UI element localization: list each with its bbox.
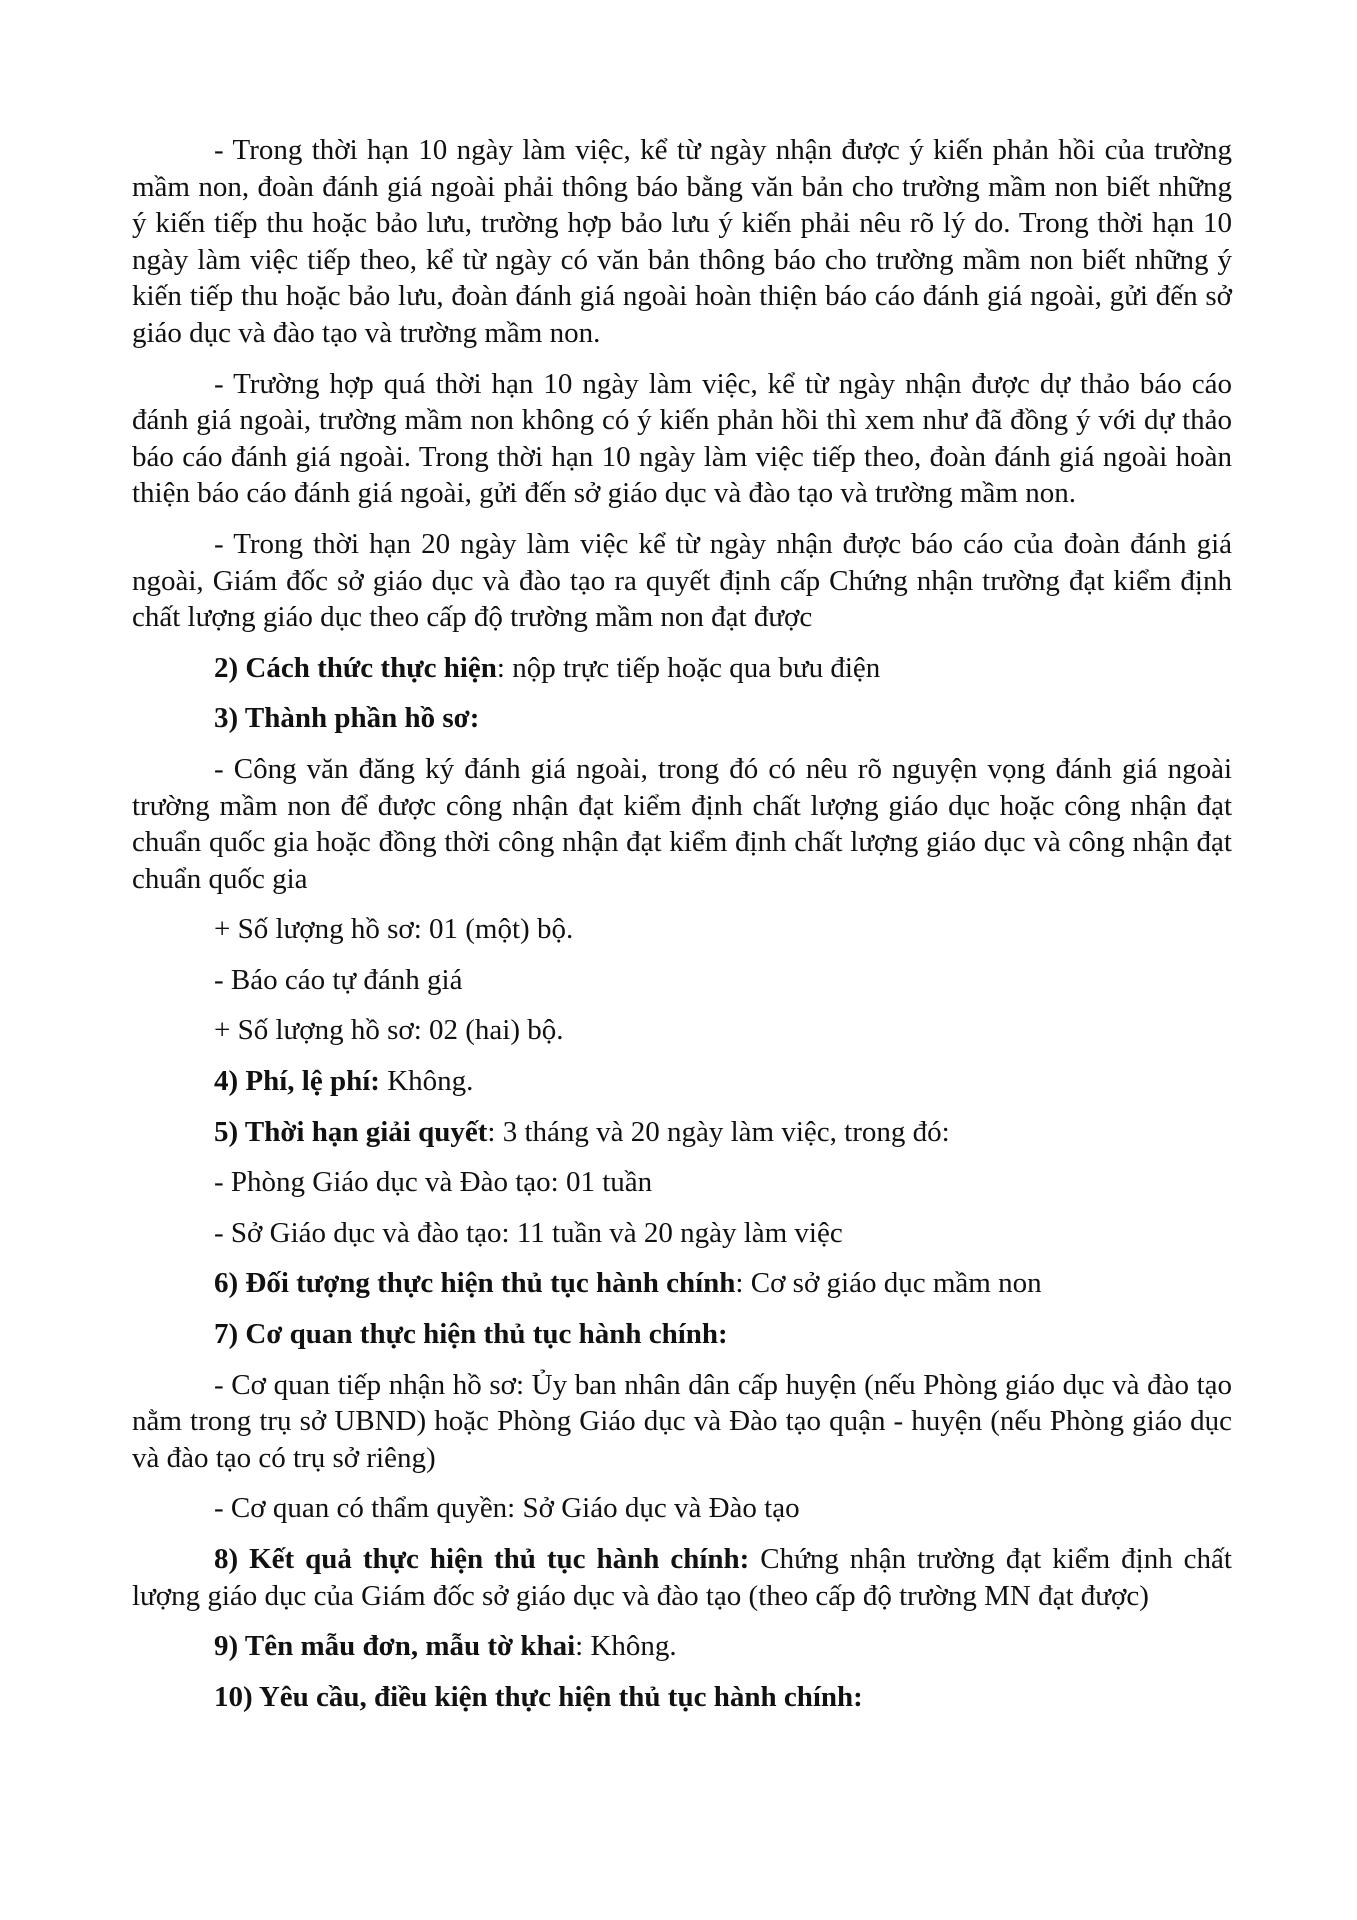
section-form-names bbox=[132, 1628, 1232, 1665]
section-heading: 3) Thành phần hồ sơ: bbox=[214, 702, 480, 735]
section-heading: 10) Yêu cầu, điều kiện thực hiện thủ tục hành chính: bbox=[214, 1680, 863, 1713]
processing-time-item: - Sở Giáo dục và đào tạo: 11 tuần và 20 ngày làm việc bbox=[214, 1216, 843, 1249]
section-heading: 8) Kết quả thực hiện thủ tục hành chính: bbox=[214, 1543, 750, 1575]
dossier-item-registration-letter: - Công văn đăng ký đánh giá ngoài, trong đó có nêu rõ nguyện vọng đánh giá ngoài trường mầm non để được công nhận đạt kiểm định chất lượng giáo dục hoặc công nhận đạt chuẩn quốc gia hoặc đồng thời công nhận đạt kiểm định chất lượng giáo dục và công nhận đạt chuẩn quốc gia bbox=[132, 752, 1232, 895]
agency-item-receiving: - Cơ quan tiếp nhận hồ sơ: Ủy ban nhân dân cấp huyện (nếu Phòng giáo dục và đào tạo nằm trong trụ sở UBND) hoặc Phòng Giáo dục và Đào tạo quận - huyện (nếu Phòng giáo dục và đào tạo có trụ sở riêng) bbox=[132, 1368, 1232, 1474]
section-heading: 7) Cơ quan thực hiện thủ tục hành chính: bbox=[214, 1318, 728, 1351]
section-fees bbox=[132, 1063, 1232, 1100]
section-text: : Cơ sở giáo dục mầm non bbox=[735, 1267, 1042, 1300]
section-text: : 3 tháng và 20 ngày làm việc, trong đó: bbox=[487, 1115, 950, 1148]
dossier-item-count: + Số lượng hồ sơ: 02 (hai) bộ. bbox=[214, 1014, 564, 1047]
section-heading: 6) Đối tượng thực hiện thủ tục hành chính bbox=[214, 1267, 736, 1300]
dossier-item-self-assessment: - Báo cáo tự đánh giá bbox=[214, 963, 463, 996]
section-heading: 9) Tên mẫu đơn, mẫu tờ khai bbox=[214, 1630, 576, 1663]
section-heading: 5) Thời hạn giải quyết bbox=[214, 1115, 488, 1148]
section-heading: 2) Cách thức thực hiện bbox=[214, 651, 497, 684]
section-heading: 4) Phí, lệ phí: bbox=[214, 1065, 380, 1098]
section-requirements bbox=[132, 1679, 1232, 1716]
paragraph-certification-decision: - Trong thời hạn 20 ngày làm việc kể từ ngày nhận được báo cáo của đoàn đánh giá ngoài, Giám đốc sở giáo dục và đào tạo ra quyết định cấp Chứng nhận trường đạt kiểm định chất lượng giáo dục theo cấp độ trường mầm non đạt được bbox=[132, 527, 1232, 634]
section-implementation-method bbox=[132, 650, 1232, 687]
dossier-item-count: + Số lượng hồ sơ: 01 (một) bộ. bbox=[214, 913, 574, 946]
agency-item-competent: - Cơ quan có thẩm quyền: Sở Giáo dục và Đào tạo bbox=[214, 1492, 800, 1525]
paragraph-overdue-feedback: - Trường hợp quá thời hạn 10 ngày làm việc, kể từ ngày nhận được dự thảo báo cáo đánh giá ngoài, trường mầm non không có ý kiến phản hồi thì xem như đã đồng ý với dự thảo báo cáo đánh giá ngoài. Trong thời hạn 10 ngày làm việc tiếp theo, đoàn đánh giá ngoài hoàn thiện báo cáo đánh giá ngoài, gửi đến sở giáo dục và đào tạo và trường mầm non. bbox=[132, 367, 1232, 510]
section-text: Chứng nhận trường đạt kiểm định chất lượng giáo dục của Giám đốc sở giáo dục và đào tạo (theo cấp độ trường MN đạt được) bbox=[132, 1543, 1232, 1612]
section-dossier-components bbox=[132, 700, 1232, 737]
section-text: : Không. bbox=[575, 1630, 677, 1663]
section-text: Không. bbox=[379, 1065, 474, 1098]
document-page bbox=[132, 132, 1232, 1715]
section-implementing-agency bbox=[132, 1316, 1232, 1353]
section-text: : nộp trực tiếp hoặc qua bưu điện bbox=[496, 651, 881, 684]
processing-time-item: - Phòng Giáo dục và Đào tạo: 01 tuần bbox=[214, 1166, 653, 1199]
paragraph-feedback-deadline: - Trong thời hạn 10 ngày làm việc, kể từ ngày nhận được ý kiến phản hồi của trường mầm non, đoàn đánh giá ngoài phải thông báo bằng văn bản cho trường mầm non biết những ý kiến tiếp thu hoặc bảo lưu, trường hợp bảo lưu ý kiến phải nêu rõ lý do. Trong thời hạn 10 ngày làm việc tiếp theo, kể từ ngày có văn bản thông báo cho trường mầm non biết những ý kiến tiếp thu hoặc bảo lưu, đoàn đánh giá ngoài hoàn thiện báo cáo đánh giá ngoài, gửi đến sở giáo dục và đào tạo và trường mầm non. bbox=[132, 134, 1232, 349]
section-result bbox=[132, 1541, 1232, 1614]
section-processing-time bbox=[132, 1114, 1232, 1151]
section-subjects bbox=[132, 1265, 1232, 1302]
